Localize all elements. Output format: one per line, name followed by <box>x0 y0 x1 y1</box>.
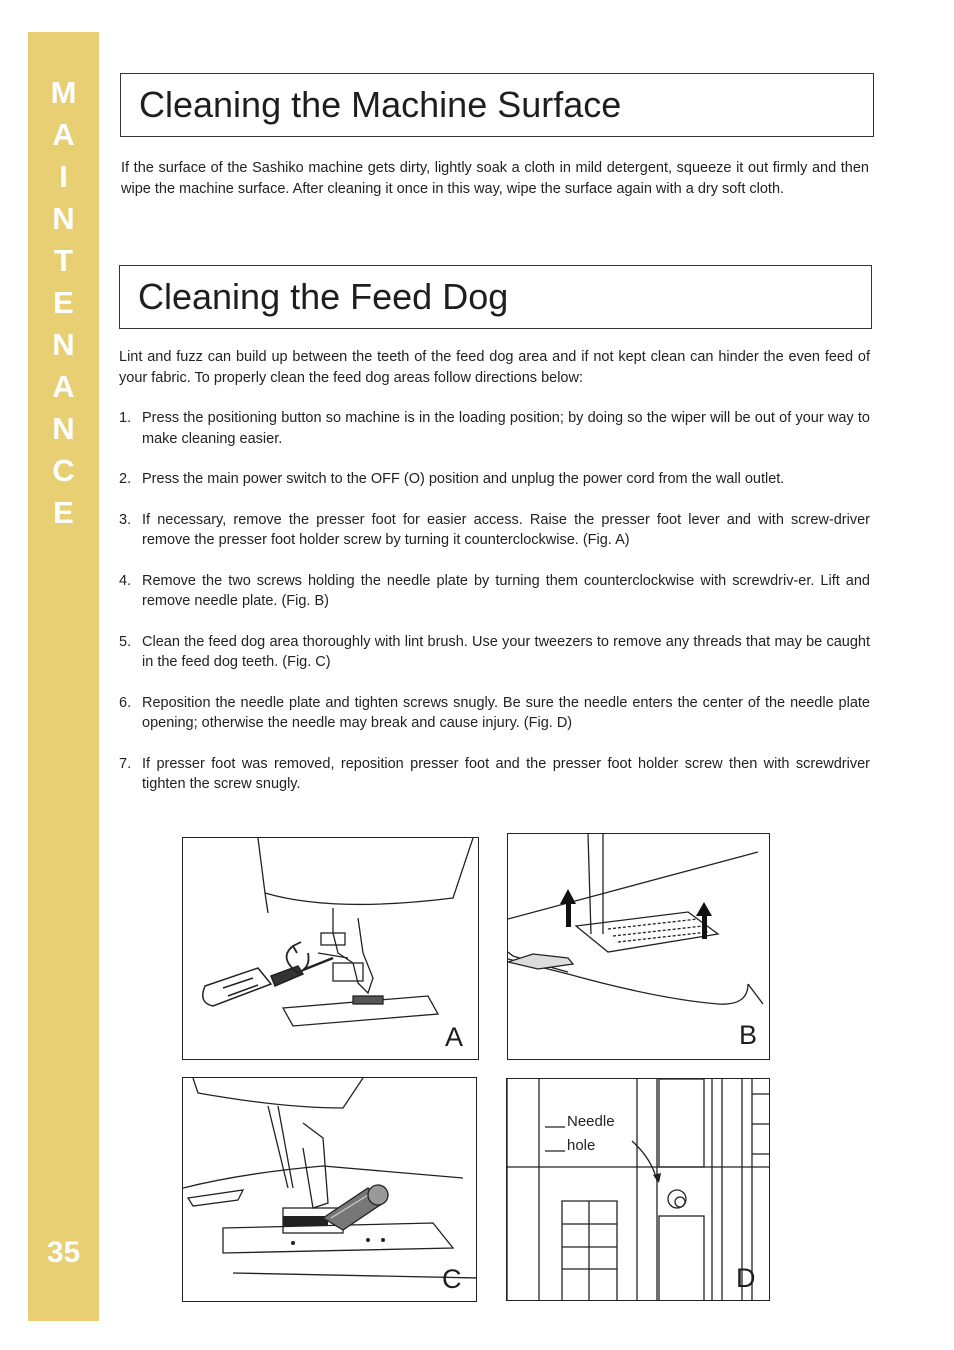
feed-dog-intro-paragraph: Lint and fuzz can build up between the teeth of the feed dog area and if not kept clean can hinder the even feed of your fabric. To properly clean the feed dog areas follow directions below: <box>119 349 870 386</box>
figure-c-illustration <box>183 1078 477 1302</box>
surface-cleaning-paragraph: If the surface of the Sashiko machine gets dirty, lightly soak a cloth in mild detergent, squeeze it out firmly and then wipe the machine surface. After cleaning it once in this way, wipe the surface again with a dry soft cloth. <box>121 160 869 197</box>
section-heading: Cleaning the Machine Surface <box>139 84 622 125</box>
needle-hole-callout-line1: Needle <box>567 1113 615 1130</box>
sidebar-title <box>28 72 99 534</box>
up-arrow-icon <box>560 889 576 927</box>
step-number: 4. <box>119 572 132 589</box>
step-number: 3. <box>119 511 132 528</box>
sidebar-letter: T <box>54 243 73 278</box>
section-heading-box <box>119 265 872 329</box>
step-text: If presser foot was removed, reposition presser foot and the presser foot holder screw then with screwdriver tighten the screw snugly. <box>142 755 870 792</box>
needle-hole-callout-line2: hole <box>567 1137 596 1154</box>
step-item <box>119 408 870 449</box>
step-item <box>119 693 870 734</box>
step-item <box>119 469 870 490</box>
section-heading: Cleaning the Feed Dog <box>138 276 509 317</box>
step-text: Press the positioning button so machine is in the loading position; by doing so the wiper will be out of your way to make cleaning easier. <box>142 410 870 447</box>
step-text: Clean the feed dog area thoroughly with lint brush. Use your tweezers to remove any threads that may be caught in the feed dog teeth. (Fig. C) <box>142 633 870 670</box>
step-item <box>119 754 870 795</box>
step-text: Remove the two screws holding the needle plate by turning them counterclockwise with screwdriv-er. Lift and remove needle plate. (Fig. B) <box>142 572 870 609</box>
figure-c <box>182 1077 477 1302</box>
step-item <box>119 510 870 551</box>
figure-label: C <box>442 1264 462 1294</box>
step-text: Press the main power switch to the OFF (O) position and unplug the power cord from the wall outlet. <box>142 471 785 487</box>
step-number: 6. <box>119 694 132 711</box>
step-text: Reposition the needle plate and tighten screws snugly. Be sure the needle enters the center of the needle plate opening; otherwise the needle may break and cause injury. (Fig. D) <box>142 694 870 731</box>
sidebar-letter: M <box>50 75 77 110</box>
figure-d <box>506 1078 770 1301</box>
figure-b <box>507 833 770 1060</box>
page-number: 35 <box>46 1236 81 1269</box>
figure-a-illustration <box>183 838 479 1060</box>
figure-label: D <box>736 1263 756 1293</box>
sidebar-letter: N <box>52 327 75 362</box>
figure-a <box>182 837 479 1060</box>
figure-b-illustration <box>508 834 770 1060</box>
step-number: 1. <box>119 410 132 426</box>
sidebar-letter: C <box>52 453 75 488</box>
section-heading-box <box>120 73 874 137</box>
sidebar-letter: I <box>59 159 68 194</box>
sidebar-letter: N <box>52 411 75 446</box>
figure-label: A <box>445 1022 464 1052</box>
step-number: 7. <box>119 755 132 772</box>
figure-label: B <box>739 1020 758 1050</box>
step-number: 2. <box>119 471 132 487</box>
step-text: If necessary, remove the presser foot for easier access. Raise the presser foot lever and with screw-driver remove the presser foot holder screw by turning it counterclockwise. (Fig. A) <box>142 511 870 548</box>
step-item <box>119 632 870 673</box>
screwdriver-icon <box>203 958 333 1006</box>
step-number: 5. <box>119 633 132 650</box>
sidebar-tab <box>28 32 99 1321</box>
figure-d-illustration <box>507 1079 770 1301</box>
sidebar-letter: E <box>53 495 74 530</box>
sidebar-letter: N <box>52 201 75 236</box>
sidebar-letter: E <box>53 285 74 320</box>
sidebar-letter: A <box>52 117 75 152</box>
step-item <box>119 571 870 612</box>
sidebar-letter: A <box>52 369 75 404</box>
steps-list <box>119 408 870 815</box>
